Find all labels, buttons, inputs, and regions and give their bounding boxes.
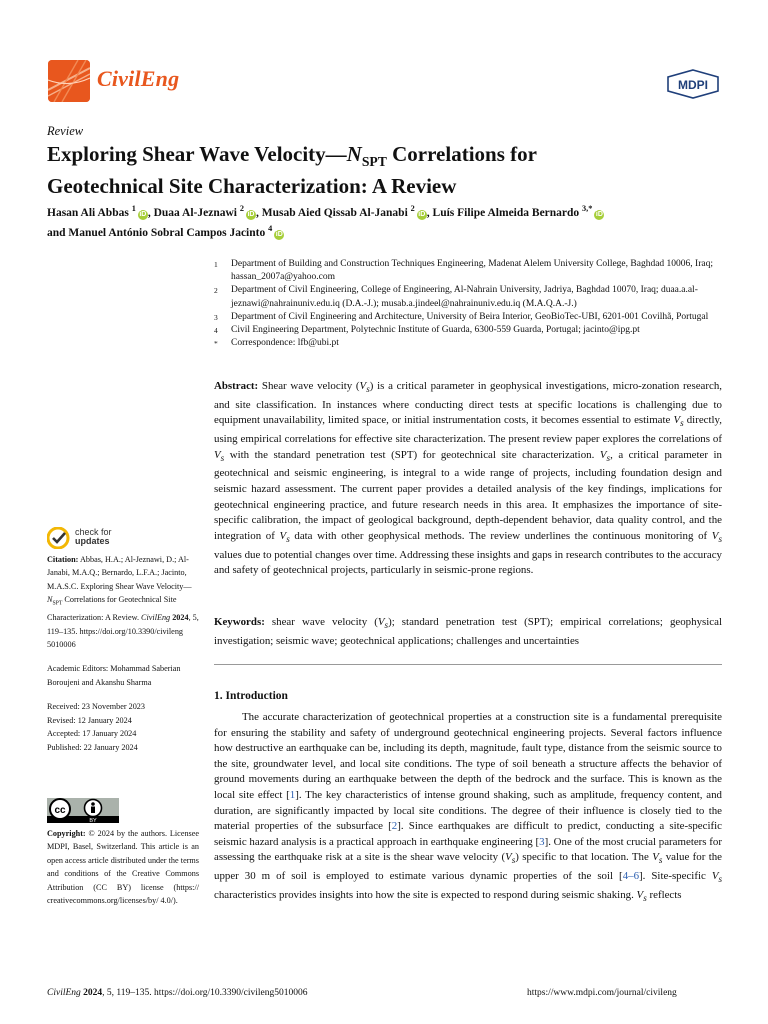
mdpi-logo-icon[interactable]: [666, 69, 720, 99]
academic-editors: Academic Editors: Mohammad Saberian Boroujeni and Akanshu Sharma: [47, 664, 181, 687]
keywords: Keywords: shear wave velocity $(V_s)$; standard penetration test (SPT); empirical correlations; geophysical investigation; seismic wave; geotechnical applications; challenges and uncertainties: [214, 616, 722, 647]
correspondence: * Correspondence: lfb@ubi.pt: [214, 338, 339, 349]
journal-name[interactable]: CivilEng: [97, 66, 180, 91]
orcid-icon[interactable]: iD: [247, 210, 255, 218]
abstract: Abstract: Shear wave velocity $(V_s)$ is a critical parameter in geophysical investigations, micro-zonation research, and site classification. In instances where conducting direct tests at specific locations is challenging due to equipment unavailability, limited space, or initial instrumentation costs, it becomes essential to estimate $V_s$ directly, using empirical correlations for effective site characterization. The present review paper explores the correlations of $V_s$ with the standard penetration test (SPT) for geotechnical site characterization. $V_s$, a critical parameter in geotechnical and seismic engineering, is integral to a wide range of projects, including foundation design and seismic hazard assessment. The current paper provides a detailed analysis of the key findings, implications for geotechnical engineering practice, and future research needs in this area. It emphasizes the importance of site-specific calibration, the impact of geological background, depth-dependent behavior, data quality control, and the integration of $V_s$ data with other geophysical methods. The review underlines the continuous monitoring of $V_s$ values due to potential changes over time. Addressing these insights and gaps in research contributes to the accuracy and safety of geotechnical projects, particularly in seismic-prone regions.: [214, 380, 722, 577]
orcid-icon[interactable]: iD: [139, 210, 147, 218]
orcid-icon[interactable]: iD: [418, 210, 426, 218]
orcid-icon[interactable]: iD: [275, 230, 283, 238]
author-name[interactable]: Luís Filipe Almeida Bernardo: [432, 206, 580, 219]
author-name[interactable]: Hasan Ali Abbas: [47, 206, 129, 219]
affiliation-item: 1 Department of Building and Construction Techniques Engineering, Madenat Alelem University College, Baghdad 10006, Iraq; hassan_2007a@yahoo.com: [214, 259, 713, 283]
affiliation-item: 2 Department of Civil Engineering, College of Engineering, Al-Nahrain University, Jadriya, Baghdad 10070, Iraq; duaa.a.al-jeznawi@nahrainuniv.edu.iq (D.A.-J.); musab.a.jindeel@nahrainuniv.edu.iq (M.A.Q.A.-J.): [214, 285, 698, 309]
article-type: Review: [47, 124, 84, 138]
affiliations: [214, 258, 724, 350]
reference-link[interactable]: 1: [289, 788, 296, 801]
cc-by-license-icon[interactable]: [47, 798, 119, 823]
publisher-logo-text: MDPI: [678, 78, 708, 92]
introduction-text: The accurate characterization of geotechnical properties at a construction site is a fundamental prerequisite for ensuring the stability and safety of underground geotechnical engineering projects. Several factors influence how destructive an earthquake can be, including its depth, magnitude, fault type, distance from the seismic source to the site, groundwater level, and local site conditions. The type of soil beneath a structure affects the behavior of ground movements during an earthquake between the depth of the bedrock and the surface. This is known as the local site effect [1]. The key characteristics of intense ground shaking, such as amplitude, frequency content, and duration, are significantly impacted by local site conditions. The degree of their influence is closely tied to the material properties of the subsurface [2]. Since earthquakes are difficult to predict, conducting a site-specific seismic hazard analysis is a practical approach in earthquake engineering [3]. One of the most crucial parameters for assessing the earthquake risk at a site is the shear wave velocity $(V_s)$ specific to that location. The $V_s$ value for the upper 30 m of soil is employed to estimate various dynamic properties of the soil [4–6]. Site-specific $V_s$ characteristics provides insights into how the site is expected to respond during seismic shaking. $V_s$ reflects: [214, 711, 723, 904]
civileng-bridge-icon: [48, 60, 90, 102]
check-for-updates-icon[interactable]: [47, 527, 71, 549]
reference-link[interactable]: 3: [539, 835, 545, 848]
footer-citation: CivilEng 2024, 5, 119–135. https://doi.org/10.3390/civileng5010006: [47, 988, 308, 998]
author-list: Hasan Ali Abbas $^1$iD , Duaa Al-Jeznawi $^2$iD , Musab Aied Qissab Al-Janabi $^2$iD , Luís Filipe Almeida Bernardo $^{3,*}$iD and Manuel António Sobral Campos Jacinto $^4$iD: [47, 204, 603, 239]
author-name[interactable]: Musab Aied Qissab Al-Janabi: [261, 206, 408, 219]
reference-link[interactable]: 2: [391, 820, 398, 833]
svg-text:BY: BY: [89, 818, 97, 823]
journal-url-link[interactable]: https://www.mdpi.com/journal/civileng: [527, 988, 677, 998]
article-title: Exploring Shear Wave $Velocity—N_{SPT}$ Correlations for Geotechnical Site Characterization: A Review: [47, 142, 537, 199]
affiliation-item: 4 Civil Engineering Department, Polytechnic Institute of Guarda, 6300-559 Guarda, Portugal; jacinto@ipg.pt: [214, 325, 640, 336]
author-name[interactable]: Duaa Al-Jeznawi: [153, 206, 237, 219]
affiliation-item: 3 Department of Civil Engineering and Architecture, University of Beira Interior, GeoBioTec-UBI, 6201-001 Covilhã, Portugal: [214, 311, 709, 322]
reference-link[interactable]: 4–6: [622, 870, 640, 883]
dates: Received: 23 November 2023 Revised: 12 January 2024 Accepted: 17 January 2024 Published: 22 January 2024: [47, 702, 145, 752]
svg-text:cc: cc: [54, 805, 66, 816]
article-info-sidebar: [47, 553, 200, 754]
copyright-notice: Copyright: © 2024 by the authors. Licensee MDPI, Basel, Switzerland. This article is an open access article distributed under the terms and conditions of the Creative Commons Attribution (CC BY) license (https:// creativecommons.org/licenses/by/ 4.0/).: [47, 829, 199, 906]
section-divider: [214, 664, 722, 665]
check-for-updates-button[interactable]: check for updates: [75, 527, 112, 546]
orcid-icon[interactable]: iD: [595, 210, 603, 218]
section-heading: 1. Introduction: [214, 690, 288, 702]
author-name[interactable]: Manuel António Sobral Campos Jacinto: [68, 226, 266, 239]
citation: Citation: Abbas, H.A.; Al-Jeznawi, D.; Al-Janabi, M.A.Q.; Bernardo, L.F.A.; Jacinto, M.A.S.C. Exploring Shear Wave $Velocity—N_{SPT}$ Correlations for Geotechnical Site Characterization: A Review. CivilEng 2024, 5, 119–135. https://doi.org/10.3390/civileng 5010006: [47, 555, 199, 650]
